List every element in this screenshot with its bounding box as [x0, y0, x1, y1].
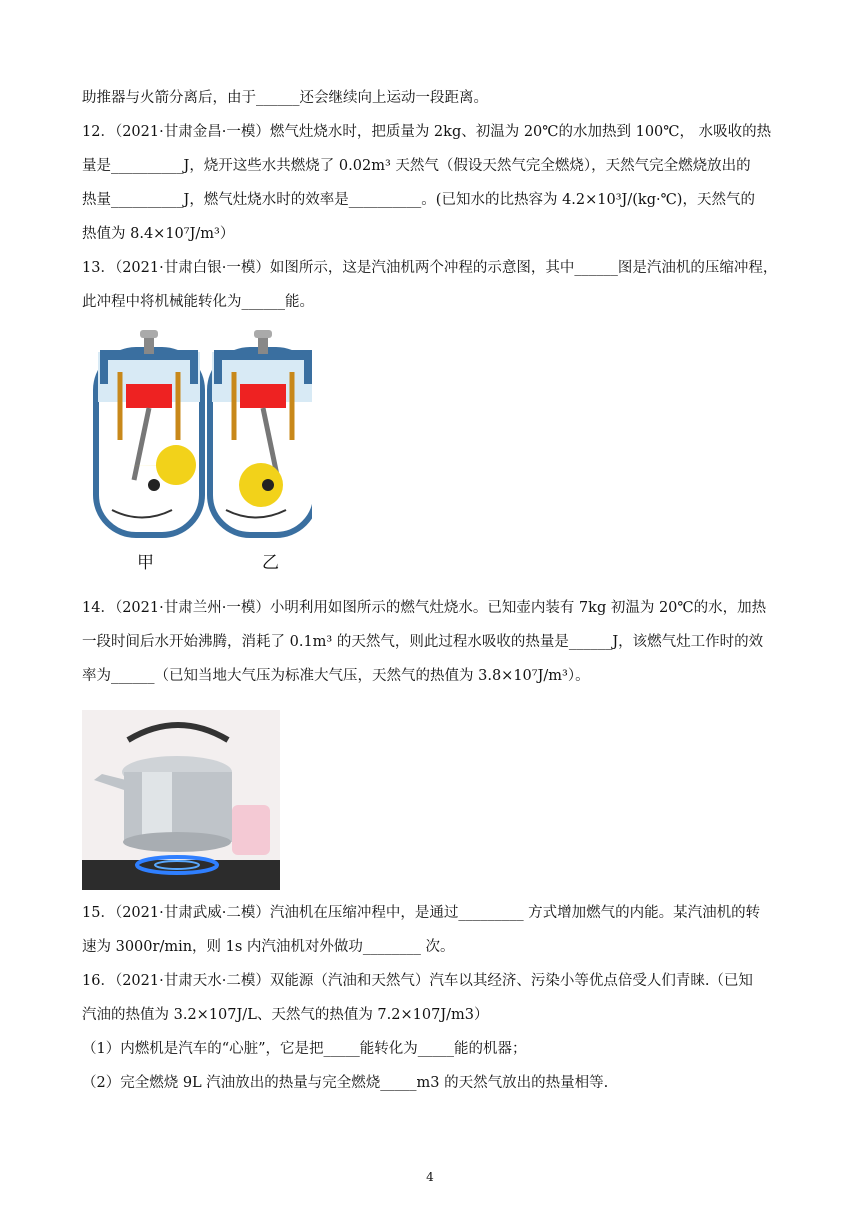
- engine-jia: [96, 330, 202, 535]
- text-line: 率为______（已知当地大气压为标准大气压，天然气的热值为 3.8×10⁷J/m³）。: [82, 668, 590, 684]
- text-line: 助推器与火箭分离后，由于______还会继续向上运动一段距离。: [82, 90, 488, 106]
- kettle-svg: [82, 710, 280, 890]
- figure-label-yi: 乙: [262, 553, 279, 573]
- text-line: 13．（2021·甘肃白银·一模）如图所示，这是汽油机两个冲程的示意图，其中______图是汽油机的压缩冲程，: [82, 260, 778, 276]
- text-line: 量是__________J，烧开这些水共燃烧了 0.02m³ 天然气（假设天然气完全燃烧），天然气完全燃烧放出的: [82, 158, 751, 174]
- engine-diagram-svg: [92, 330, 312, 545]
- text-line: 15．（2021·甘肃武威·二模）汽油机在压缩冲程中，是通过_________ 方式增加燃气的内能。某汽油机的转: [82, 905, 761, 921]
- figure-label-jia: 甲: [137, 553, 154, 573]
- text-line: （2）完全燃烧 9L 汽油放出的热量与完全燃烧_____m3 的天然气放出的热量相等.: [82, 1075, 609, 1091]
- text-line: （1）内燃机是汽车的“心脏”，它是把_____能转化为_____能的机器；: [82, 1041, 527, 1057]
- text-line: 速为 3000r/min，则 1s 内汽油机对外做功________ 次。: [82, 939, 455, 955]
- text-line: 热量__________J，燃气灶烧水时的效率是__________。(已知水的比热容为 4.2×10³J/(kg·℃)，天然气的: [82, 192, 755, 208]
- engine-strokes-figure: [92, 330, 312, 573]
- text-line: 汽油的热值为 3.2×107J/L、天然气的热值为 7.2×107J/m3）: [82, 1007, 489, 1023]
- text-line: 此冲程中将机械能转化为______能。: [82, 294, 314, 310]
- text-line: 12．（2021·甘肃金昌·一模）燃气灶烧水时，把质量为 2kg、初温为 20℃的水加热到 100℃， 水吸收的热: [82, 124, 772, 140]
- page-number: 4: [426, 1170, 434, 1184]
- engine-yi: [210, 330, 312, 535]
- kettle-stove-photo: [82, 710, 280, 890]
- text-line: 一段时间后水开始沸腾，消耗了 0.1m³ 的天然气，则此过程水吸收的热量是______J，该燃气灶工作时的效: [82, 634, 764, 650]
- text-line: 16．（2021·甘肃天水·二模）双能源（汽油和天然气）汽车以其经济、污染小等优点倍受人们青睐.（已知: [82, 973, 753, 989]
- text-line: 热值为 8.4×10⁷J/m³）: [82, 226, 235, 242]
- text-line: 14．（2021·甘肃兰州·一模）小明利用如图所示的燃气灶烧水。已知壶内装有 7kg 初温为 20℃的水，加热: [82, 600, 767, 616]
